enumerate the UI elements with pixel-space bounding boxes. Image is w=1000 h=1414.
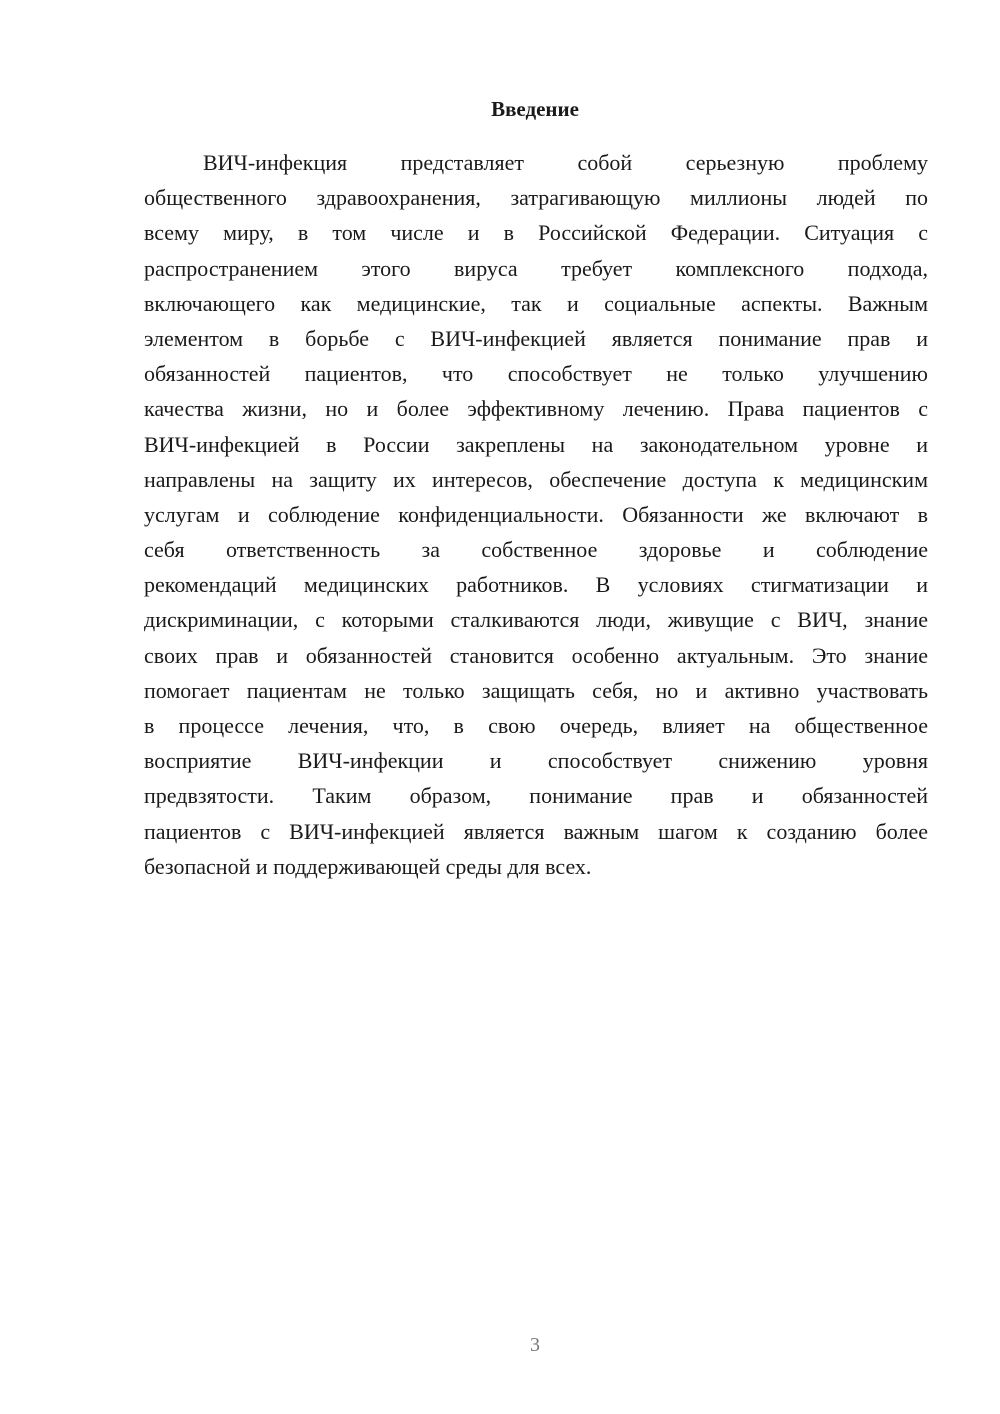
text-line: включающего как медицинские, так и социальные аспекты. Важным	[144, 290, 928, 316]
text-line: ВИЧ-инфекция представляет собой серьезную проблему	[203, 150, 928, 175]
text-line: направлены на защиту их интересов, обеспечение доступа к медицинским	[144, 466, 928, 492]
text-line: в процессе лечения, что, в свою очередь, влияет на общественное	[144, 713, 928, 738]
text-line: дискриминации, с которыми сталкиваются люди, живущие с ВИЧ, знание	[144, 607, 928, 633]
text-line: общественного здравоохранения, затрагивающую миллионы людей по	[144, 185, 928, 211]
text-line: всему миру, в том числе и в Российской Федерации. Ситуация с	[144, 220, 928, 246]
text-line: себя ответственность за собственное здоровье и соблюдение	[144, 537, 928, 563]
text-line: ВИЧ-инфекцией в России закреплены на законодательном уровне и	[144, 431, 928, 457]
text-line: рекомендаций медицинских работников. В условиях стигматизации и	[144, 572, 928, 598]
body-paragraph	[144, 145, 928, 884]
section-title: Введение	[491, 97, 579, 121]
text-line: услугам и соблюдение конфиденциальности. Обязанности же включают в	[144, 501, 928, 527]
text-line: качества жизни, но и более эффективному лечению. Права пациентов с	[144, 396, 928, 422]
text-line: распространением этого вируса требует комплексного подхода,	[144, 255, 928, 281]
text-line: своих прав и обязанностей становится особенно актуальным. Это знание	[144, 642, 928, 668]
text-line: безопасной и поддерживающей среды для всех.	[144, 853, 592, 879]
page-number: 3	[530, 1334, 540, 1356]
text-line: восприятие ВИЧ-инфекции и способствует снижению уровня	[144, 748, 928, 774]
text-line: элементом в борьбе с ВИЧ-инфекцией является понимание прав и	[144, 325, 928, 351]
text-line: предвзятости. Таким образом, понимание прав и обязанностей	[144, 783, 928, 809]
text-line: помогает пациентам не только защищать себя, но и активно участвовать	[144, 677, 928, 703]
text-line: обязанностей пациентов, что способствует не только улучшению	[144, 361, 928, 387]
text-line: пациентов с ВИЧ-инфекцией является важным шагом к созданию более	[144, 818, 928, 844]
